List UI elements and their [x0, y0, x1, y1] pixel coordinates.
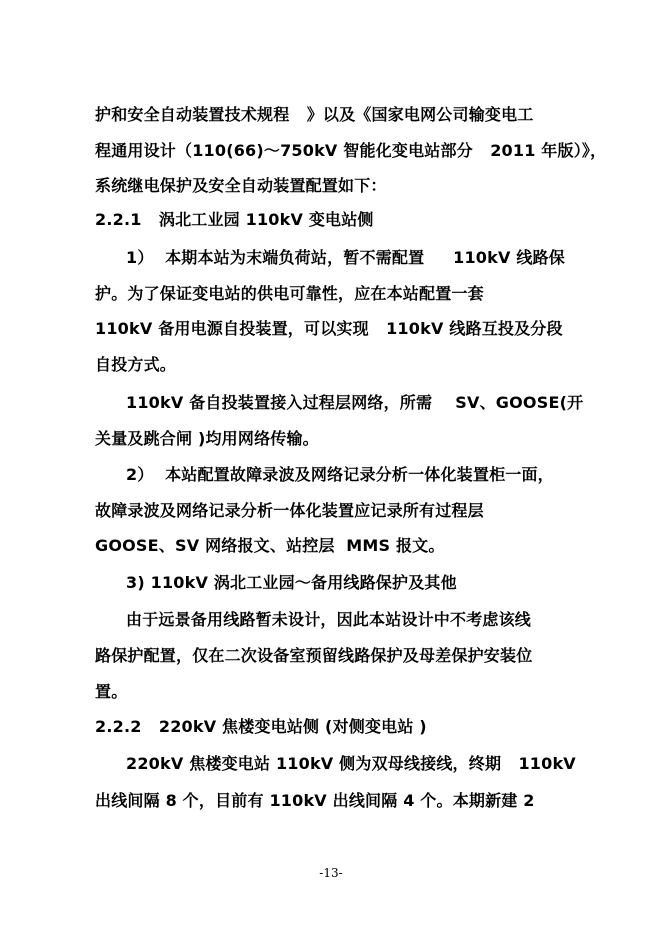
text-line-19: 220kV 焦楼变电站 110kV 侧为双母线接线，终期 110kV	[126, 754, 576, 773]
text-line-5: 1） 本期本站为末端负荷站，暂不需配置 110kV 线路保	[126, 248, 565, 267]
text-line-6: 护。为了保证变电站的供电可靠性，应在本站配置一套	[95, 284, 484, 303]
text-line-9: 110kV 备自投装置接入过程层网络，所需 SV、GOOSE(开	[126, 393, 584, 412]
text-line-8: 自投方式。	[95, 355, 177, 374]
text-line-16: 路保护配置，仅在二次设备室预留线路保护及母差保护安装位	[95, 646, 533, 665]
text-line-13: GOOSE、SV 网络报文、站控层 MMS 报文。	[95, 536, 445, 555]
text-line-7: 110kV 备用电源自投装置，可以实现 110kV 线路互投及分段	[95, 319, 563, 338]
text-line-17: 置。	[95, 682, 128, 701]
section-heading-2-2-2: 2.2.2 220kV 焦楼变电站侧 (对侧变电站 )	[95, 717, 427, 736]
text-line-1: 护和安全自动装置技术规程 》以及《国家电网公司输变电工	[95, 105, 534, 124]
text-line-15: 由于远景备用线路暂未设计，因此本站设计中不考虑该线	[126, 610, 532, 629]
text-line-14: 3) 110kV 涡北工业园～备用线路保护及其他	[126, 573, 457, 592]
section-heading-2-2-1: 2.2.1 涡北工业园 110kV 变电站侧	[95, 210, 374, 229]
text-line-11: 2） 本站配置故障录波及网络记录分析一体化装置柜一面，	[126, 465, 554, 484]
text-line-12: 故障录波及网络记录分析一体化装置应记录所有过程层	[95, 501, 484, 520]
text-line-3: 系统继电保护及安全自动装置配置如下：	[95, 176, 387, 195]
text-line-2: 程通用设计（110(66)～750kV 智能化变电站部分 2011 年版）》，	[95, 141, 607, 160]
text-line-10: 关量及跳合闸 )均用网络传输。	[95, 429, 319, 448]
page-number: -13-	[319, 866, 343, 880]
text-line-20: 出线间隔 8 个，目前有 110kV 出线间隔 4 个。本期新建 2	[95, 791, 535, 810]
